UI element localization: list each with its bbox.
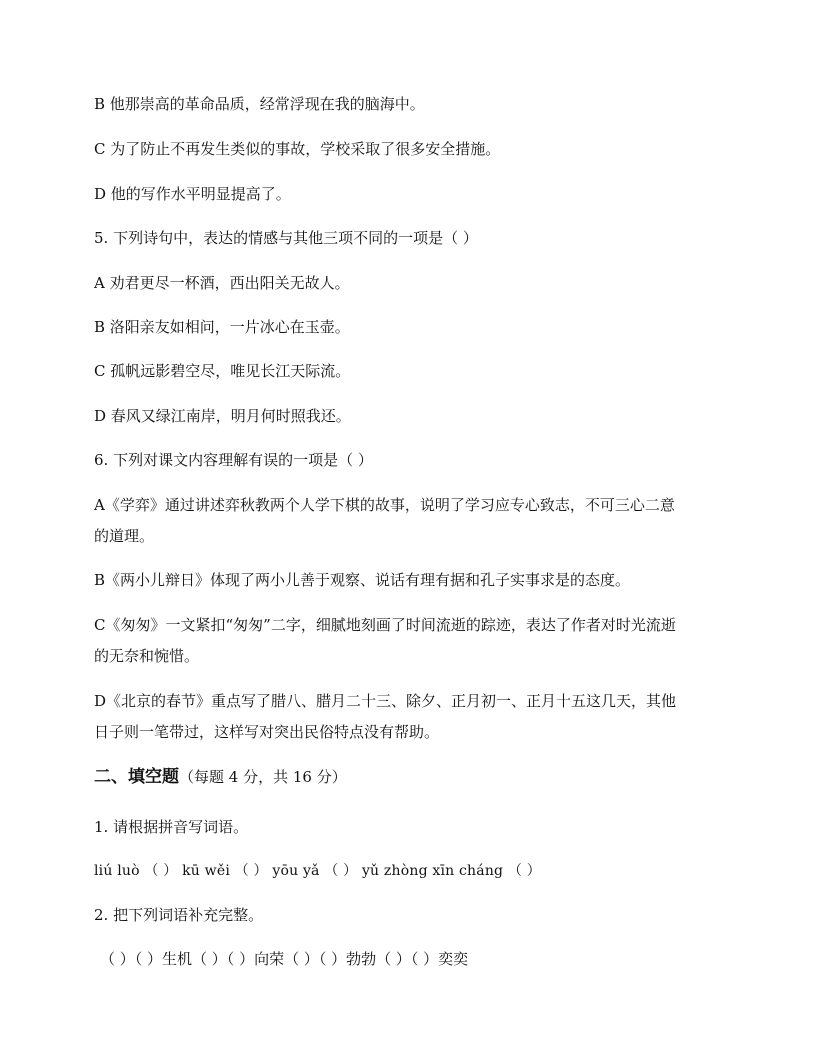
question-5-option-c: C 孤帆远影碧空尽，唯见长江天际流。 [94, 362, 351, 380]
question-6-option-a-line1: A《学弈》通过讲述弈秋教两个人学下棋的故事，说明了学习应专心致志，不可三心二意 [94, 496, 675, 514]
question-5-option-d: D 春风又绿江南岸，明月何时照我还。 [94, 407, 351, 425]
question-6-option-c-line2: 的无奈和惋惜。 [94, 647, 200, 665]
section-title: 二、填空题 [94, 767, 179, 787]
fill-question-1: 1. 请根据拼音写词语。 [94, 818, 249, 836]
fill-question-2: 2. 把下列词语补充完整。 [94, 906, 264, 924]
question-6-option-d-line2: 日子则一笔带过，这样写对突出民俗特点没有帮助。 [94, 723, 440, 741]
question-6-option-d-line1: D《北京的春节》重点写了腊八、腊月二十三、除夕、正月初一、正月十五这几天，其他 [94, 692, 677, 710]
section-score-note: （每题 4 分，共 16 分） [179, 768, 347, 786]
section-heading [94, 761, 734, 793]
option-b-line: B 他那崇高的革命品质，经常浮现在我的脑海中。 [94, 95, 425, 113]
question-5-option-a: A 劝君更尽一杯酒，西出阳关无故人。 [94, 274, 350, 292]
option-d-line: D 他的写作水平明显提高了。 [94, 185, 291, 203]
question-6-option-c-line1: C《匆匆》一文紧扣“匆匆”二字，细腻地刻画了时间流逝的踪迹，表达了作者对时光流逝 [94, 616, 676, 634]
question-6-option-a-line2: 的道理。 [94, 527, 155, 545]
question-6: 6. 下列对课文内容理解有误的一项是（ ） [94, 451, 373, 469]
question-5-option-b: B 洛阳亲友如相问，一片冰心在玉壶。 [94, 318, 350, 336]
option-c-line: C 为了防止不再发生类似的事故，学校采取了很多安全措施。 [94, 140, 501, 158]
pinyin-line: liú luò （ ） kū wěi （ ） yōu yǎ （ ） yǔ zhòng xīn cháng （ ） [94, 863, 541, 879]
question-5: 5. 下列诗句中，表达的情感与其他三项不同的一项是（ ） [94, 229, 478, 247]
idiom-fill-line: （ ）（ ）生机（ ）（ ）向荣（ ）（ ）勃勃（ ）（ ）奕奕 [100, 950, 469, 968]
question-6-option-b: B《两小儿辩日》体现了两小儿善于观察、说话有理有据和孔子实事求是的态度。 [94, 571, 631, 589]
